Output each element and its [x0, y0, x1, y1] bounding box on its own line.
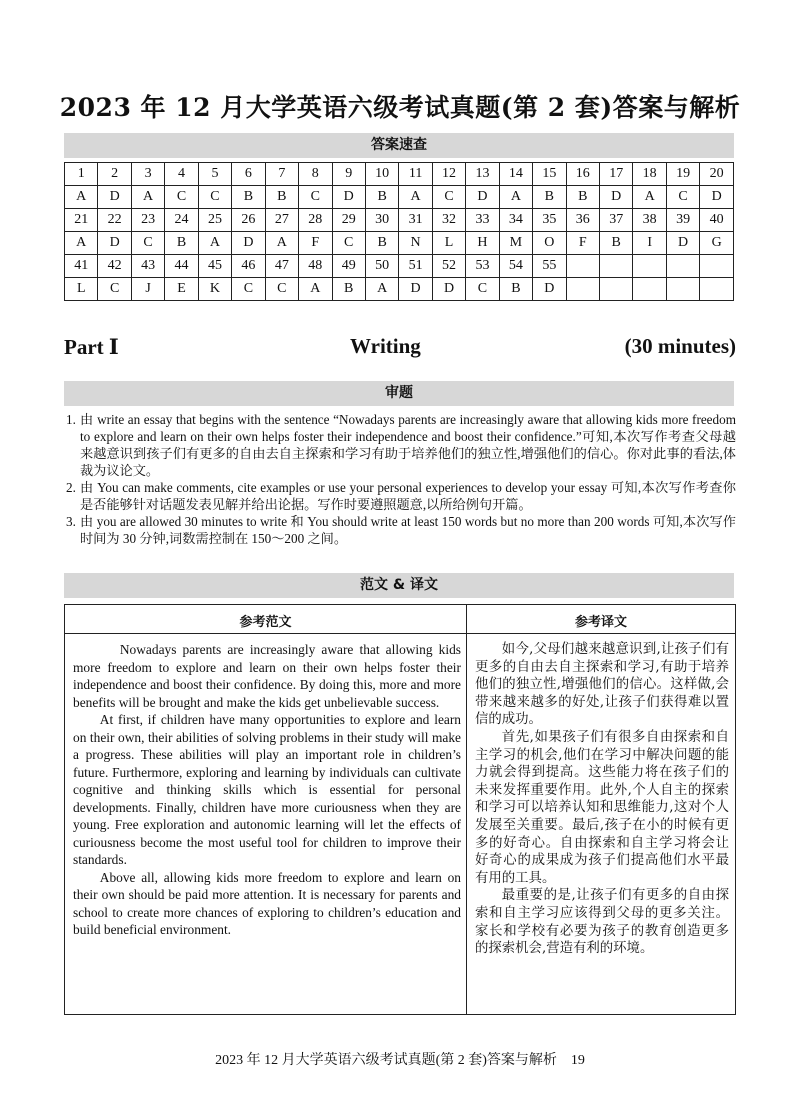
answer-cell: 7	[265, 163, 298, 186]
answer-cell: D	[332, 186, 365, 209]
answer-cell: C	[332, 232, 365, 255]
answer-cell: B	[533, 186, 566, 209]
answer-cell: 19	[666, 163, 699, 186]
answer-cell: A	[131, 186, 164, 209]
answer-cell: 8	[299, 163, 332, 186]
answer-cell: D	[98, 232, 131, 255]
page-footer: 2023 年 12 月大学英语六级考试真题(第 2 套)答案与解析 19	[215, 1053, 585, 1068]
model-essay-heading: 参考范文	[239, 615, 292, 630]
answer-cell: 39	[666, 209, 699, 232]
answer-cell: 20	[700, 163, 734, 186]
answer-cell: 51	[399, 255, 432, 278]
column-divider	[466, 605, 467, 1014]
answer-cell: 21	[65, 209, 98, 232]
answer-cell: 17	[600, 163, 633, 186]
answer-cell: A	[65, 186, 98, 209]
answer-cell: 9	[332, 163, 365, 186]
answer-cell: B	[165, 232, 198, 255]
answer-cell: 41	[65, 255, 98, 278]
model-paragraph: Above all, allowing kids more freedom to explore and learn on their own should be paid more attention. It is necessary for parents and school to create more chances of exploring to children’s education and build beneficial environment.	[73, 869, 461, 937]
answer-cell: F	[566, 232, 599, 255]
answer-cell: A	[499, 186, 532, 209]
answer-cell: 29	[332, 209, 365, 232]
answer-cell: B	[265, 186, 298, 209]
answer-cell	[700, 278, 734, 301]
answer-cell: I	[633, 232, 666, 255]
answer-cell: A	[399, 186, 432, 209]
answer-cell: 10	[365, 163, 398, 186]
answer-cell: J	[131, 278, 164, 301]
answer-cell: A	[633, 186, 666, 209]
answer-cell	[600, 278, 633, 301]
answer-cell: 27	[265, 209, 298, 232]
answer-cell: C	[98, 278, 131, 301]
answer-cell: 24	[165, 209, 198, 232]
answer-cell: 13	[466, 163, 499, 186]
answer-cell: 18	[633, 163, 666, 186]
answer-cell	[600, 255, 633, 278]
part-name: Writing	[350, 334, 421, 358]
answer-cell: 32	[432, 209, 465, 232]
answer-cell: 53	[466, 255, 499, 278]
translation-paragraph: 首先,如果孩子们有很多自由探索和自主学习的机会,他们在学习中解决问题的能力就会得到提高。这些能力将在孩子们的未来发挥重要作用。此外,个人自主的探索和学习可以培养认知和思维能力,这对个人发展至关重要。最后,孩子在小的时候有更多的好奇心。自由探索和自主学习将会让好奇心的成果成为孩子们提高他们水平最有用的工具。	[475, 729, 729, 886]
answer-cell: E	[165, 278, 198, 301]
answer-cell: A	[265, 232, 298, 255]
answer-cell: C	[165, 186, 198, 209]
answer-cell: 46	[232, 255, 265, 278]
answer-cell: 50	[365, 255, 398, 278]
answer-letter-row	[65, 232, 734, 255]
answer-cell: C	[198, 186, 231, 209]
answer-cell: B	[365, 232, 398, 255]
part-time: (30 minutes)	[624, 334, 736, 358]
answer-cell: C	[299, 186, 332, 209]
page-title: 2023 年 12 月大学英语六级考试真题(第 2 套)答案与解析	[59, 93, 741, 122]
answer-cell: B	[499, 278, 532, 301]
answer-cell: 43	[131, 255, 164, 278]
answer-cell: C	[265, 278, 298, 301]
answer-cell: 42	[98, 255, 131, 278]
answer-cell: D	[98, 186, 131, 209]
answer-cell: 12	[432, 163, 465, 186]
answer-cell: N	[399, 232, 432, 255]
answer-cell: 37	[600, 209, 633, 232]
review-item: 1. 由 write an essay that begins with the sentence “Nowadays parents are increasingly aware that allowing kids more freedom to explore and learn on their own helps foster their independence and boost their confidence.”可知,本次写作考查父母越来越意识到孩子们有更多的自由去自主探索和学习有助于培养他们的独立性,增强他们的信心。你对此事的看法,体裁为议论文。	[66, 412, 736, 478]
answer-cell: 26	[232, 209, 265, 232]
translation-text	[475, 641, 729, 958]
answer-cell: 49	[332, 255, 365, 278]
answer-cell: 6	[232, 163, 265, 186]
answer-cell: L	[432, 232, 465, 255]
answer-cell: B	[566, 186, 599, 209]
review-item: 2. 由 You can make comments, cite examples or use your personal experiences to develop your essay 可知,本次写作考查你是否能够针对话题发表见解并给出论据。写作时要遵照题意,以所给例句开篇。	[66, 480, 736, 512]
answer-cell: 22	[98, 209, 131, 232]
answer-cell: 34	[499, 209, 532, 232]
answer-cell: D	[600, 186, 633, 209]
answer-cell: D	[700, 186, 734, 209]
answer-cell: 48	[299, 255, 332, 278]
answer-cell: D	[232, 232, 265, 255]
review-list	[66, 411, 736, 547]
answer-key-heading: 答案速查	[64, 133, 734, 158]
answer-cell: 16	[566, 163, 599, 186]
answer-cell: 44	[165, 255, 198, 278]
answer-number-row	[65, 255, 734, 278]
answer-letter-row	[65, 278, 734, 301]
answer-cell: O	[533, 232, 566, 255]
translation-paragraph: 如今,父母们越来越意识到,让孩子们有更多的自由去自主探索和学习,有助于培养他们的独立性,增强他们的信心。这样做,会带来越来越多的好处,让孩子们获得难以置信的成功。	[475, 642, 729, 728]
answer-cell: C	[232, 278, 265, 301]
answer-cell: 25	[198, 209, 231, 232]
answer-cell: D	[432, 278, 465, 301]
answer-cell: K	[198, 278, 231, 301]
part-header	[64, 334, 736, 364]
answer-cell: 3	[131, 163, 164, 186]
answer-cell: A	[299, 278, 332, 301]
answer-cell: 14	[499, 163, 532, 186]
answer-cell: 54	[499, 255, 532, 278]
answer-letter-row	[65, 186, 734, 209]
answer-cell: B	[332, 278, 365, 301]
answer-cell: D	[399, 278, 432, 301]
answer-cell: D	[466, 186, 499, 209]
answer-cell: 15	[533, 163, 566, 186]
answer-cell: 31	[399, 209, 432, 232]
answer-cell: B	[600, 232, 633, 255]
answer-cell: C	[466, 278, 499, 301]
answer-cell: 45	[198, 255, 231, 278]
answer-cell: F	[299, 232, 332, 255]
answer-cell: B	[365, 186, 398, 209]
answer-cell: 23	[131, 209, 164, 232]
essay-heading: 范文 & 译文	[64, 573, 734, 598]
answer-cell: C	[432, 186, 465, 209]
header-rule	[65, 633, 735, 634]
answer-cell	[566, 278, 599, 301]
part-label: Part Ⅰ	[64, 335, 119, 359]
answer-key-table	[64, 162, 734, 301]
answer-cell: G	[700, 232, 734, 255]
answer-cell: 4	[165, 163, 198, 186]
translation-paragraph: 最重要的是,让孩子们有更多的自由探索和自主学习应该得到父母的更多关注。家长和学校有必要为孩子的教育创造更多的探索机会,营造有利的环境。	[475, 888, 729, 957]
review-heading: 审题	[64, 381, 734, 406]
answer-cell: 2	[98, 163, 131, 186]
answer-cell	[633, 255, 666, 278]
answer-cell	[566, 255, 599, 278]
answer-cell: 52	[432, 255, 465, 278]
model-paragraph: Nowadays parents are increasingly aware that allowing kids more freedom to explore and learn on their own helps foster their independence and boost their confidence. By doing this, more and more benefits will be brought and make the kids get unbelievable success.	[73, 642, 461, 710]
answer-cell: A	[65, 232, 98, 255]
answer-cell: C	[131, 232, 164, 255]
answer-cell: L	[65, 278, 98, 301]
answer-cell: C	[666, 186, 699, 209]
model-paragraph: At first, if children have many opportunities to explore and learn on their own, their abilities of solving problems in their study will make a progress. These abilities will play an important role in children’s future. Furthermore, exploring and learning by individuals can cultivate cognitive and thinking skills which is essential for personal developments. Finally, children have more curiousness when they are young. Free exploration and autonomic learning will let the effects of curiousness become the most useful tool for children to improve their standards.	[73, 712, 461, 867]
answer-cell: 55	[533, 255, 566, 278]
model-essay-text	[73, 641, 461, 939]
answer-number-row	[65, 209, 734, 232]
essay-table	[64, 604, 736, 1015]
answer-cell: B	[232, 186, 265, 209]
translation-heading: 参考译文	[574, 615, 627, 630]
answer-cell: 30	[365, 209, 398, 232]
answer-number-row	[65, 163, 734, 186]
answer-cell: 1	[65, 163, 98, 186]
answer-cell: 5	[198, 163, 231, 186]
answer-cell: 47	[265, 255, 298, 278]
answer-cell: 33	[466, 209, 499, 232]
answer-cell: 36	[566, 209, 599, 232]
answer-cell	[666, 255, 699, 278]
answer-cell: A	[198, 232, 231, 255]
answer-cell: D	[533, 278, 566, 301]
answer-cell: 40	[700, 209, 734, 232]
answer-cell: D	[666, 232, 699, 255]
answer-cell: 35	[533, 209, 566, 232]
answer-cell	[633, 278, 666, 301]
review-item: 3. 由 you are allowed 30 minutes to write 和 You should write at least 150 words but no more than 200 words 可知,本次写作时间为 30 分钟,词数需控制在 150～200 之间。	[66, 514, 736, 546]
answer-cell: 28	[299, 209, 332, 232]
answer-cell: 11	[399, 163, 432, 186]
answer-cell: M	[499, 232, 532, 255]
answer-cell: 38	[633, 209, 666, 232]
answer-cell: A	[365, 278, 398, 301]
answer-cell: H	[466, 232, 499, 255]
answer-cell	[700, 255, 734, 278]
answer-cell	[666, 278, 699, 301]
